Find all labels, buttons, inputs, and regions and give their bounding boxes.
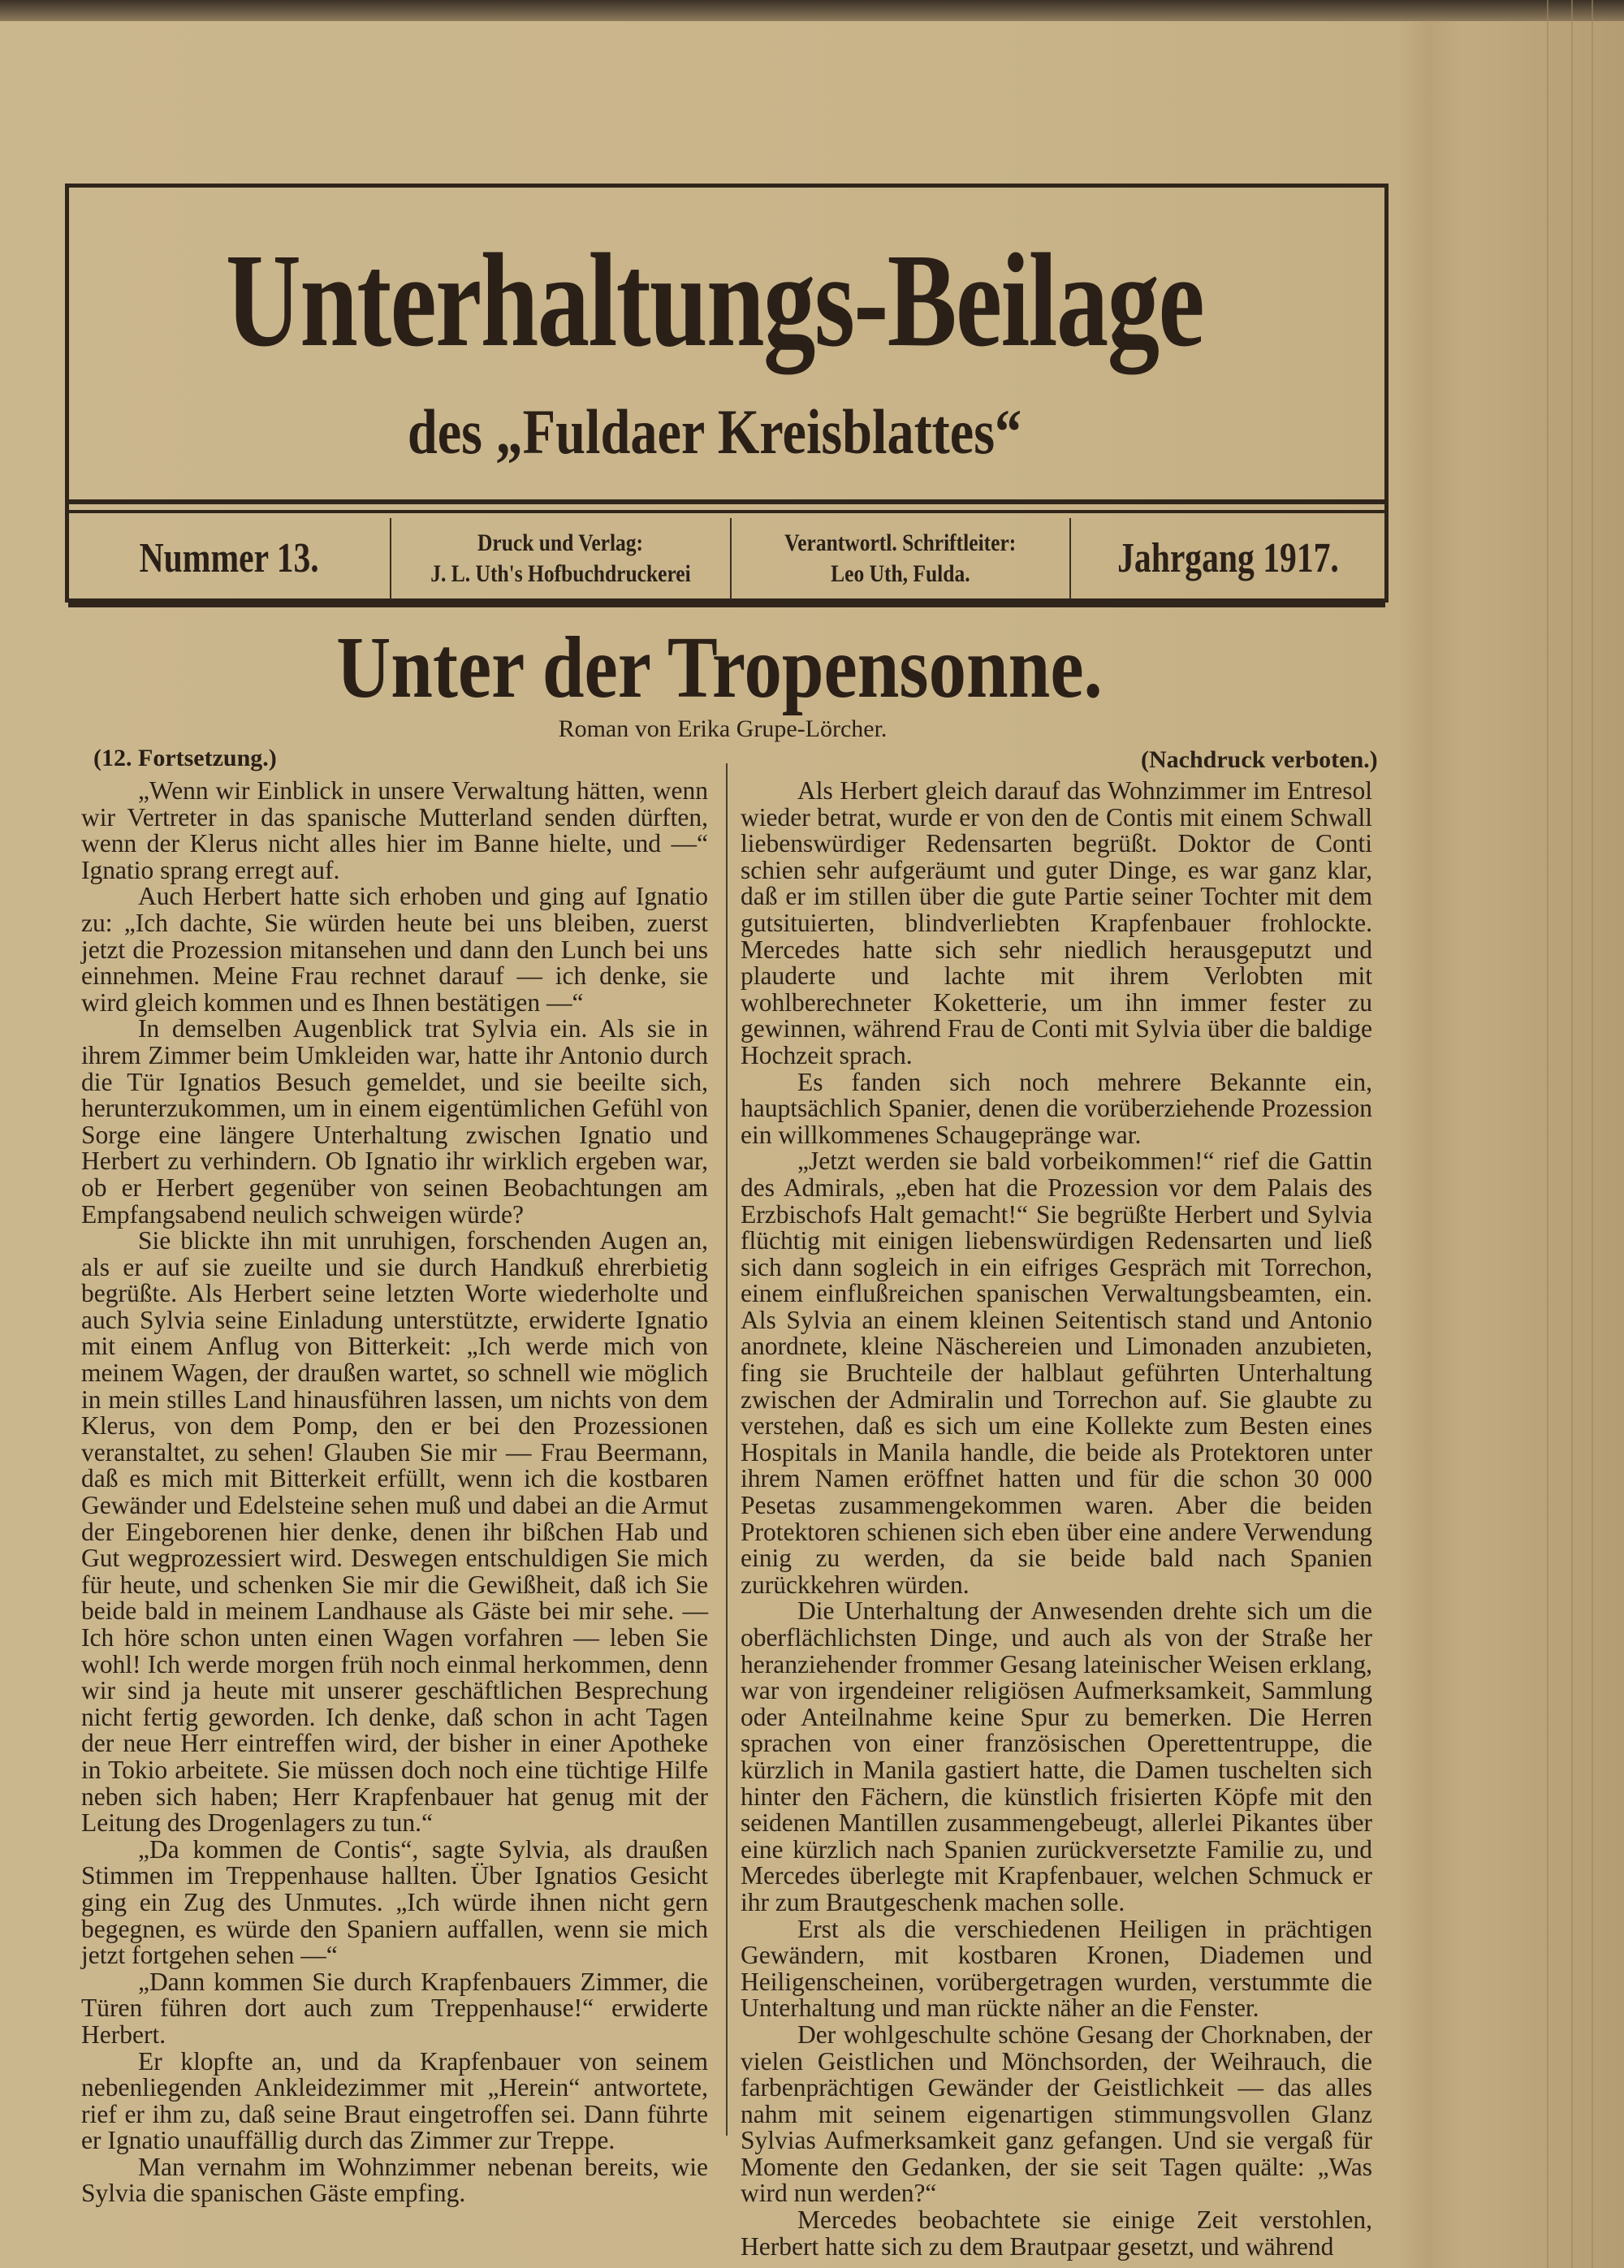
paragraph: In demselben Augenblick trat Sylvia ein. Als sie in ihrem Zimmer beim Umkleiden war, hatte ihr Antonio durch die Tür Ignatios Besuch gemeldet, und sie beeilte sich, herunterzukommen, um in einem eigentümlichen Gefühl von Sorge eine längere Unterhaltung zwischen Ignatio und Herbert zu verhindern. Ob Ignatio ihr wirklich ergeben war, ob er Herbert gegenüber von seinen Beobachtungen am Empfangsabend neulich schweigen würde? [81, 1014, 708, 1229]
left-column [81, 778, 708, 2207]
editor-label: Verantwortl. Schriftleiter: [784, 529, 1017, 556]
masthead-subtitle: des „Fuldaer Kreisblattes“ [407, 396, 1022, 467]
page-top-edge [0, 0, 1624, 21]
issue-number-cell [68, 518, 390, 599]
publisher-cell [390, 518, 730, 599]
editor-name: Leo Uth, Fulda. [831, 560, 970, 587]
paragraph: Der wohlgeschulte schöne Gesang der Chorknaben, der vielen Geistlichen und Mönchsorden, der Weihrauch, die farbenprächtigen Gewänder der Geistlichkeit — das alles nahm mit seinem eigenartigen stimmungsvollen Glanz Sylvias Aufmerksamkeit ganz gefangen. Und sie vergaß für Momente den Gedanken, der sie seit Tagen quälte: „Was wird nun werden?“ [741, 2020, 1372, 2208]
volume-year: Jahrgang 1917. [1117, 535, 1340, 581]
editor-cell [730, 518, 1069, 599]
masthead-rule [68, 499, 1385, 504]
article-byline: Roman von Erika Grupe-Lörcher. [558, 715, 888, 742]
paragraph: „Dann kommen Sie durch Krapfenbauers Zimmer, die Türen führen dort auch zum Treppenhause!“ erwiderte Herbert. [81, 1967, 708, 2049]
installment-note: (12. Fortsetzung.) [93, 745, 277, 771]
masthead-title: Unterhaltungs-Beilage [225, 226, 1204, 374]
masthead-rule [68, 510, 1385, 513]
paragraph: „Wenn wir Einblick in unsere Verwaltung hätten, wenn wir Vertreter in das spanische Mutterland senden dürften, wenn der Klerus nicht alles hier im Banne hielte, und —“ Ignatio sprang erregt auf. [81, 776, 708, 884]
paragraph: Es fanden sich noch mehrere Bekannte ein, hauptsächlich Spanier, denen die vorüberziehende Prozession ein willkommenes Schaugepränge war. [741, 1067, 1372, 1149]
paragraph: „Da kommen de Contis“, sagte Sylvia, als draußen Stimmen im Treppenhause hallten. Über Ignatios Gesicht ging ein Zug des Unmutes. „Ich würde ihnen nicht gern begegnen, es würde den Spaniern auffallen, wenn sie mich jetzt fortgehen sehen —“ [81, 1834, 708, 1970]
publisher-label: Druck und Verlag: [477, 529, 644, 556]
paragraph: Er klopfte an, und da Krapfenbauer von seinem nebenliegenden Ankleidezimmer mit „Herein“ antwortete, rief er ihm zu, daß seine Braut eingetroffen sei. Dann führte er Ignatio unauffällig durch das Zimmer zur Treppe. [81, 2046, 708, 2155]
issue-number: Nummer 13. [139, 535, 319, 581]
masthead-bottom-rule [68, 599, 1385, 607]
paragraph: Mercedes beobachtete sie einige Zeit verstohlen, Herbert hatte sich zu dem Brautpaar gesetzt, und während [741, 2205, 1372, 2261]
right-column [741, 778, 1372, 2260]
paragraph: Als Herbert gleich darauf das Wohnzimmer im Entresol wieder betrat, wurde er von den de Contis mit einem Schwall liebenswürdiger Redensarten begrüßt. Doktor de Conti schien sehr aufgeräumt und guter Dinge, es war ganz klar, daß er im stillen über die gute Partie seiner Tochter mit dem gutsituierten, blindverliebten Krapfenbauer frohlockte. Mercedes hatte sich sehr niedlich herausgeputzt und plauderte und lachte mit ihrem Verlobten mit wohlberechneter Koketterie, um ihn immer fester zu gewinnen, während Frau de Conti mit Sylvia über die baldige Hochzeit sprach. [741, 776, 1372, 1069]
page-stack-edge [1547, 0, 1548, 2268]
paragraph: Die Unterhaltung der Anwesenden drehte sich um die oberflächlichsten Dinge, und auch als von der Straße her heranziehender frommer Gesang lateinischer Weisen erklang, war von irgendeiner religiösen Aufmerksamkeit, Sammlung oder Anteilnahme keine Spur zu bemerken. Die Herren sprachen von einer französischen Operettentruppe, die kürzlich in Manila gastiert hatte, die Damen tuschelten sich hinter den Fächern, die künstlich frisierten Köpfe mit den seidenen Mantillen zusammengebeugt, allerlei Pikantes über eine kürzlich nach Spanien zurückversetzte Familie zu, und Mercedes überlegte mit Krapfenbauer, welchen Schmuck er ihr zum Brautgeschenk machen solle. [741, 1596, 1372, 1916]
paragraph: Sie blickte ihn mit unruhigen, forschenden Augen an, als er auf sie zueilte und sie durch Handkuß ehrerbietig begrüßte. Als Herbert seine letzten Worte wiederholte und auch Sylvia seine Einladung unterstützte, erwiderte Ignatio mit einem Anflug von Bitterkeit: „Ich werde mich von meinem Wagen, der draußen wartet, so schnell wie möglich in mein stilles Land hinausführen lassen, um nichts von dem Klerus, von dem Pomp, den er bei den Prozessionen veranstaltet, zu sehen! Glauben Sie mir — Frau Beermann, daß es mich mit Bitterkeit erfüllt, wenn ich die kostbaren Gewänder und Edelsteine sehen muß und dabei an die Armut der Eingeborenen hier denke, denen ihr bißchen Hab und Gut wegprozessiert wird. Deswegen entschuldigen Sie mich für heute, und schenken Sie mir die Gewißheit, daß ich Sie beide bald in meinem Landhause als Gäste bei mir sehe. — Ich höre schon unten einen Wagen vorfahren — leben Sie wohl! Ich werde morgen früh noch einmal herkommen, denn wir sind ja heute mit unserer geschäftlichen Besprechung nicht fertig geworden. Ich denke, daß schon in acht Tagen der neue Herr eintreffen wird, der bisher in einer Apotheke in Tokio arbeitete. Sie müssen doch noch eine tüchtige Hilfe neben sich haben; Herr Krapfenbauer hat genug mit der Leitung des Drogenlagers zu tun.“ [81, 1226, 708, 1838]
copyright-note: (Nachdruck verboten.) [1141, 746, 1378, 773]
paragraph: Erst als die verschiedenen Heiligen in prächtigen Gewändern, mit kostbaren Kronen, Diademen und Heiligenscheinen, vorübergetragen wurden, verstummte die Unterhaltung und man rückte näher an die Fenster. [741, 1914, 1372, 2023]
publisher-name: J. L. Uth's Hofbuchdruckerei [430, 560, 691, 587]
article-title: Unter der Tropensonne. [336, 620, 1103, 716]
masthead-info-row [68, 518, 1385, 599]
page-stack-edge [1592, 0, 1593, 2268]
page-stack-edge [1571, 0, 1573, 2268]
paragraph: Man vernahm im Wohnzimmer nebenan bereits, wie Sylvia die spanischen Gäste empfing. [81, 2152, 708, 2208]
column-divider [726, 763, 728, 2136]
year-cell [1069, 518, 1385, 599]
paragraph: „Jetzt werden sie bald vorbeikommen!“ rief die Gattin des Admirals, „eben hat die Prozession vor dem Palais des Erzbischofs Halt gemacht!“ Sie begrüßte Herbert und Sylvia flüchtig mit einigen liebenswürdigen Redensarten und ließ sich dann sogleich in ein eifriges Gespräch mit Torrechon, einem einflußreichen spanischen Verwaltungsbeamten, ein. Als Sylvia an einem kleinen Seitentisch stand und Antonio anordnete, kleine Näschereien und Limonaden anzubieten, fing sie Bruchteile der halblaut geführten Unterhaltung zwischen der Admiralin und Torrechon auf. Sie glaubte zu verstehen, daß es sich um eine Kollekte zum Besten eines Hospitals in Manila handle, die beide als Protektoren unter ihrem Namen eröffnet hatten und für die schon 30 000 Pesetas zusammengekommen waren. Aber die beiden Protektoren schienen sich eben über eine andere Verwendung einig zu werden, da sie beide bald nach Spanien zurückkehren würden. [741, 1147, 1372, 1599]
paragraph: Auch Herbert hatte sich erhoben und ging auf Ignatio zu: „Ich dachte, Sie würden heute bei uns bleiben, zuerst jetzt die Prozession mitansehen und dann den Lunch bei uns einnehmen. Meine Frau rechnet darauf — ich denke, sie wird gleich kommen und es Ihnen bestätigen —“ [81, 882, 708, 1017]
